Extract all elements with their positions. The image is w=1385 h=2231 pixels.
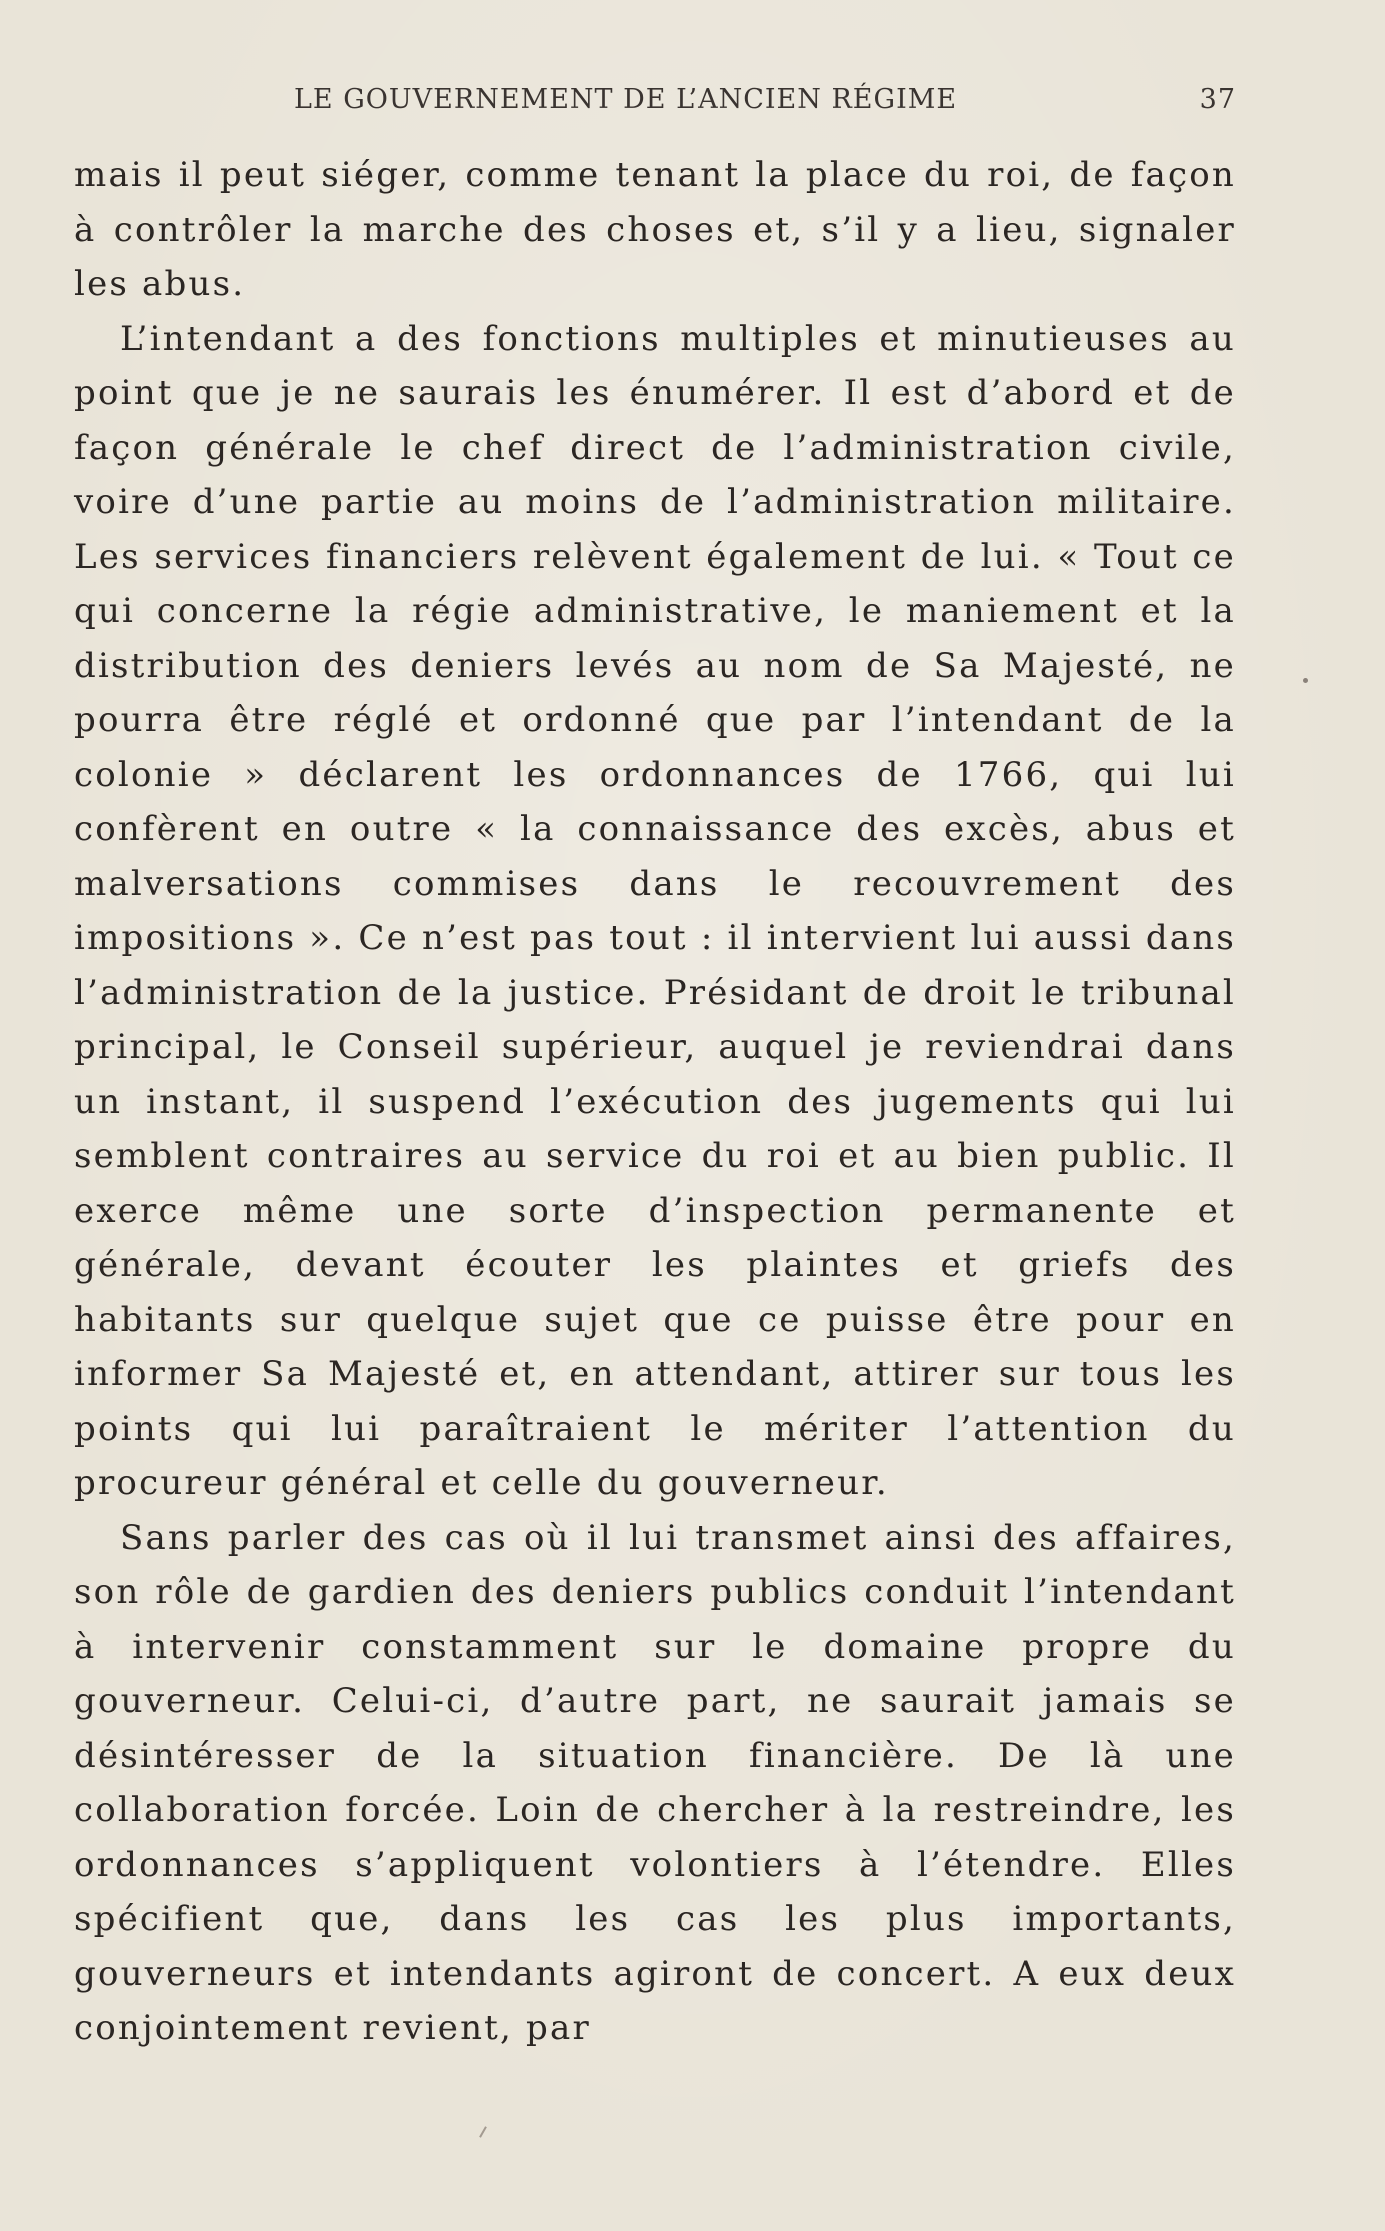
paragraph-continuation: mais il peut siéger, comme tenant la place du roi, de façon à contrôler la marche des choses et, s’il y a lieu, signaler les abus. — [74, 155, 1236, 304]
page-number: 37 — [1199, 84, 1236, 115]
ink-scratch — [479, 2126, 487, 2137]
paragraph-collaboration: Sans parler des cas où il lui transmet ainsi des affaires, son rôle de gardien des deniers publics conduit l’intendant à intervenir constamment sur le domaine propre du gouverneur. Celui-ci, d’autre part, ne saurait jamais se désintéresser de la situation financière. De là une collaboration forcée. Loin de chercher à la restreindre, les ordonnances s’appliquent volontiers à l’étendre. Elles spécifient que, dans les cas les plus importants, gouverneurs et intendants agiront de concert. A eux deux conjointement revient, par — [74, 1517, 1236, 2048]
body-text — [74, 148, 1236, 2056]
ink-speck — [1303, 678, 1308, 683]
paragraph-intendant-functions: L’intendant a des fonctions multiples et minutieuses au point que je ne saurais les énumérer. Il est d’abord et de façon générale le chef direct de l’administration civile, voire d’une partie au moins de l’administration militaire. Les services financiers relèvent également de lui. « Tout ce qui concerne la régie administrative, le maniement et la distribution des deniers levés au nom de Sa Majesté, ne pourra être réglé et ordonné que par l’intendant de la colonie » déclarent les ordonnances de 1766, qui lui confèrent en outre « la connaissance des excès, abus et malversations commises dans le recouvrement des impositions ». Ce n’est pas tout : il intervient lui aussi dans l’administration de la justice. Présidant de droit le tribunal principal, le Conseil supérieur, auquel je reviendrai dans un instant, il suspend l’exécution des jugements qui lui semblent contraires au service du roi et au bien public. Il exerce même une sorte d’inspection permanente et générale, devant écouter les plaintes et griefs des habitants sur quelque sujet que ce puisse être pour en informer Sa Majesté et, en attendant, attirer sur tous les points qui lui paraîtraient le mériter l’attention du procureur général et celle du gouverneur. — [74, 318, 1236, 1503]
running-head — [74, 84, 1236, 124]
running-title: LE GOUVERNEMENT DE L’ANCIEN RÉGIME — [294, 84, 958, 115]
